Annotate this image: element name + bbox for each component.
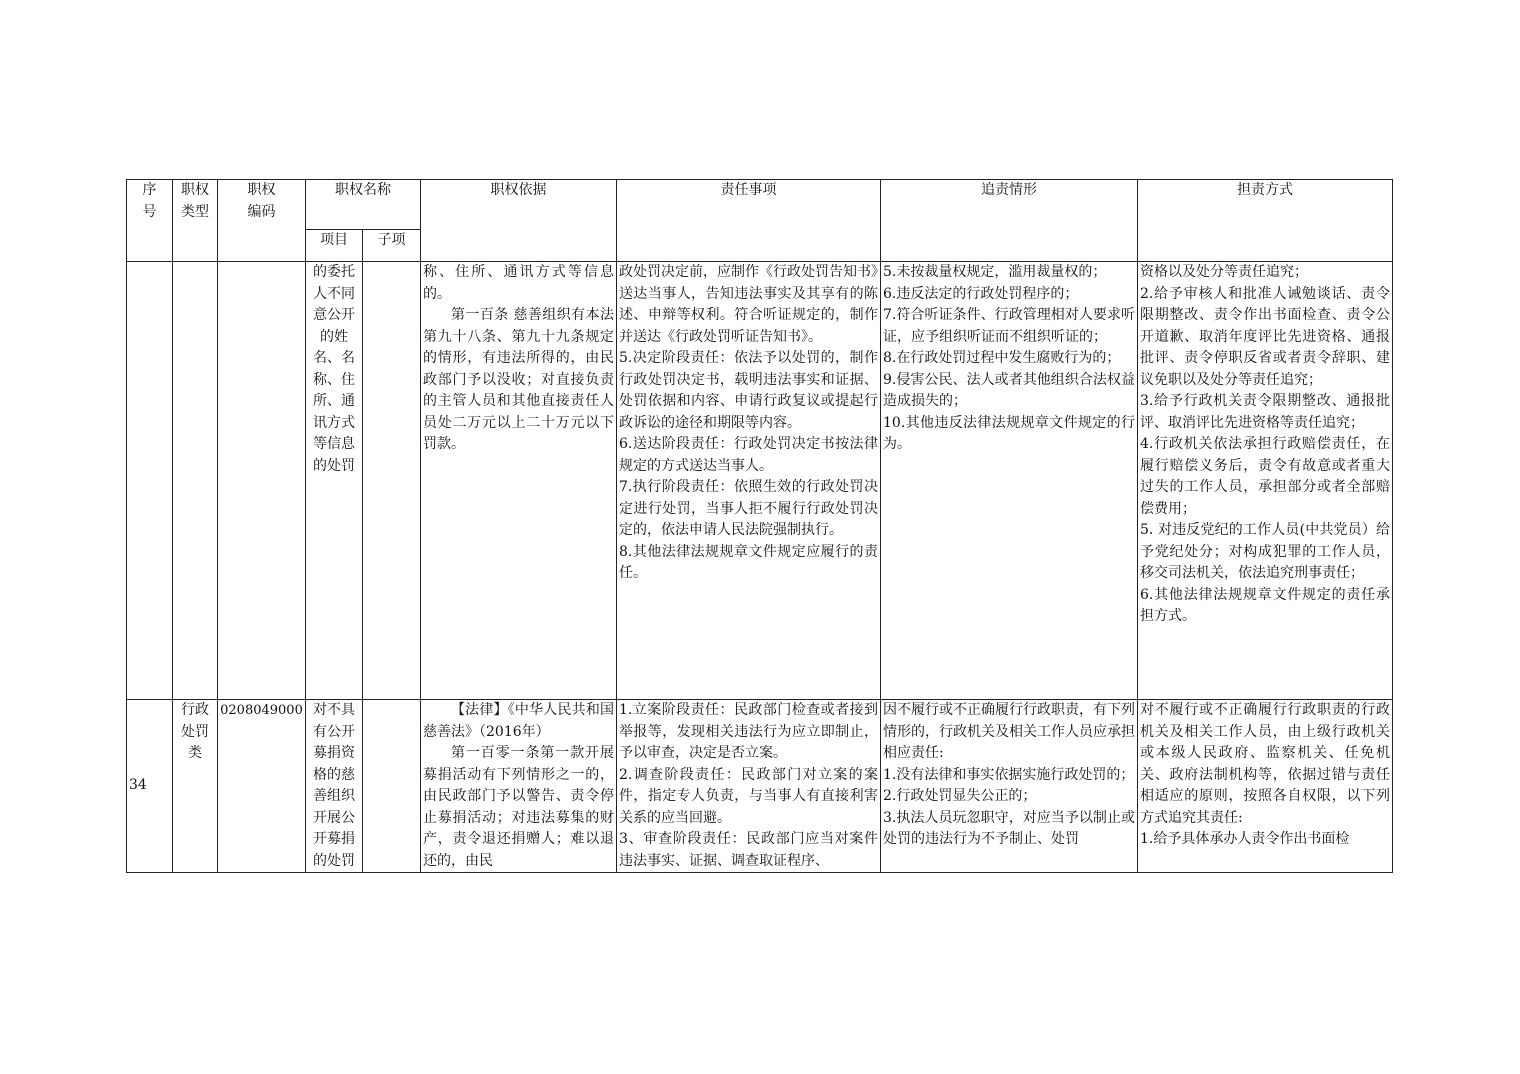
row-duty: 政处罚决定前，应制作《行政处罚告知书》送达当事人，告知违法事实及其享有的陈述、申辩等权利。符合听证规定的，制作并送达《行政处罚听证告知书》。 5.决定阶段责任：依法予以处罚的，制作行政处罚决定书，载明违法事实和证据、处罚依据和内容、申请行政复议或提起行政诉讼的途径和期限等内容。 6.送达阶段责任：行政处罚决定书按法律规定的方式送达当事人。 7.执行阶段责任：依照生效的行政处罚决定进行处罚，当事人拒不履行行政处罚决定的，依法申请人民法院强制执行。 8.其他法律法规规章文件规定应履行的责任。 — [617, 262, 881, 700]
row-type: 行政 处罚 类 — [173, 700, 218, 873]
row-seq: 34 — [127, 700, 173, 873]
header-name: 职权名称 — [306, 180, 421, 230]
header-basis: 职权依据 — [421, 180, 617, 262]
row-subitem — [363, 700, 421, 873]
row-code: 0208049000 — [218, 700, 306, 873]
row-type — [173, 262, 218, 700]
table-row — [127, 262, 1393, 700]
row-code — [218, 262, 306, 700]
row-basis: 称、住所、通讯方式等信息的。 第一百条 慈善组织有本法第九十八条、第九十九条规定的情形，有违法所得的，由民政部门予以没收；对直接负责的主管人员和其他直接责任人员处二万元以上二十万元以下罚款。 — [421, 262, 617, 700]
table-row — [127, 700, 1393, 873]
header-subitem: 子项 — [363, 230, 421, 262]
header-code: 职权 编码 — [218, 180, 306, 262]
header-accountability: 追责情形 — [881, 180, 1138, 262]
header-item: 项目 — [306, 230, 363, 262]
row-seq — [127, 262, 173, 700]
row-duty: 1.立案阶段责任：民政部门检查或者接到举报等，发现相关违法行为应立即制止，予以审查，决定是否立案。 2.调查阶段责任：民政部门对立案的案件，指定专人负责，与当事人有直接利害关系的应当回避。 3、审查阶段责任：民政部门应当对案件违法事实、证据、调查取证程序、 — [617, 700, 881, 873]
header-method: 担责方式 — [1138, 180, 1393, 262]
row-basis: 【法律】《中华人民共和国慈善法》（2016年） 第一百零一条第一款开展募捐活动有下列情形之一的，由民政部门予以警告、责令停止募捐活动；对违法募集的财产，责令退还捐赠人；难以退还的，由民 — [421, 700, 617, 873]
row-accountability: 因不履行或不正确履行行政职责，有下列情形的，行政机关及相关工作人员应承担相应责任: 1.没有法律和事实依据实施行政处罚的； 2.行政处罚显失公正的； 3.执法人员玩忽职守，对应当予以制止或处罚的违法行为不予制止、处罚 — [881, 700, 1138, 873]
header-duty: 责任事项 — [617, 180, 881, 262]
row-subitem — [363, 262, 421, 700]
row-item: 对不具 有公开 募捐资 格的慈 善组织 开展公 开募捐 的处罚 — [306, 700, 363, 873]
row-method: 对不履行或不正确履行行政职责的行政机关及相关工作人员，由上级行政机关或本级人民政府、监察机关、任免机关、政府法制机构等，依据过错与责任相适应的原则，按照各自权限，以下列方式追究其责任: 1.给予具体承办人责令作出书面检 — [1138, 700, 1393, 873]
row-item: 的委托 人不同 意公开 的姓 名、名 称、住 所、通 讯方式 等信息 的处罚 — [306, 262, 363, 700]
authority-table — [126, 179, 1393, 873]
header-type: 职权 类型 — [173, 180, 218, 262]
row-method: 资格以及处分等责任追究； 2.给予审核人和批准人诫勉谈话、责令限期整改、责令作出书面检查、责令公开道歉、取消年度评比先进资格、通报批评、责令停职反省或者责令辞职、建议免职以及处分等责任追究； 3.给予行政机关责令限期整改、通报批评、取消评比先进资格等责任追究； 4.行政机关依法承担行政赔偿责任，在履行赔偿义务后，责令有故意或者重大过失的工作人员，承担部分或者全部赔偿费用； 5. 对违反党纪的工作人员(中共党员）给予党纪处分；对构成犯罪的工作人员，移交司法机关，依法追究刑事责任； 6.其他法律法规规章文件规定的责任承担方式。 — [1138, 262, 1393, 700]
row-accountability: 5.未按裁量权规定，滥用裁量权的； 6.违反法定的行政处罚程序的； 7.符合听证条件、行政管理相对人要求听证，应予组织听证而不组织听证的； 8.在行政处罚过程中发生腐败行为的； 9.侵害公民、法人或者其他组织合法权益造成损失的； 10.其他违反法律法规规章文件规定的行为。 — [881, 262, 1138, 700]
header-seq: 序 号 — [127, 180, 173, 262]
